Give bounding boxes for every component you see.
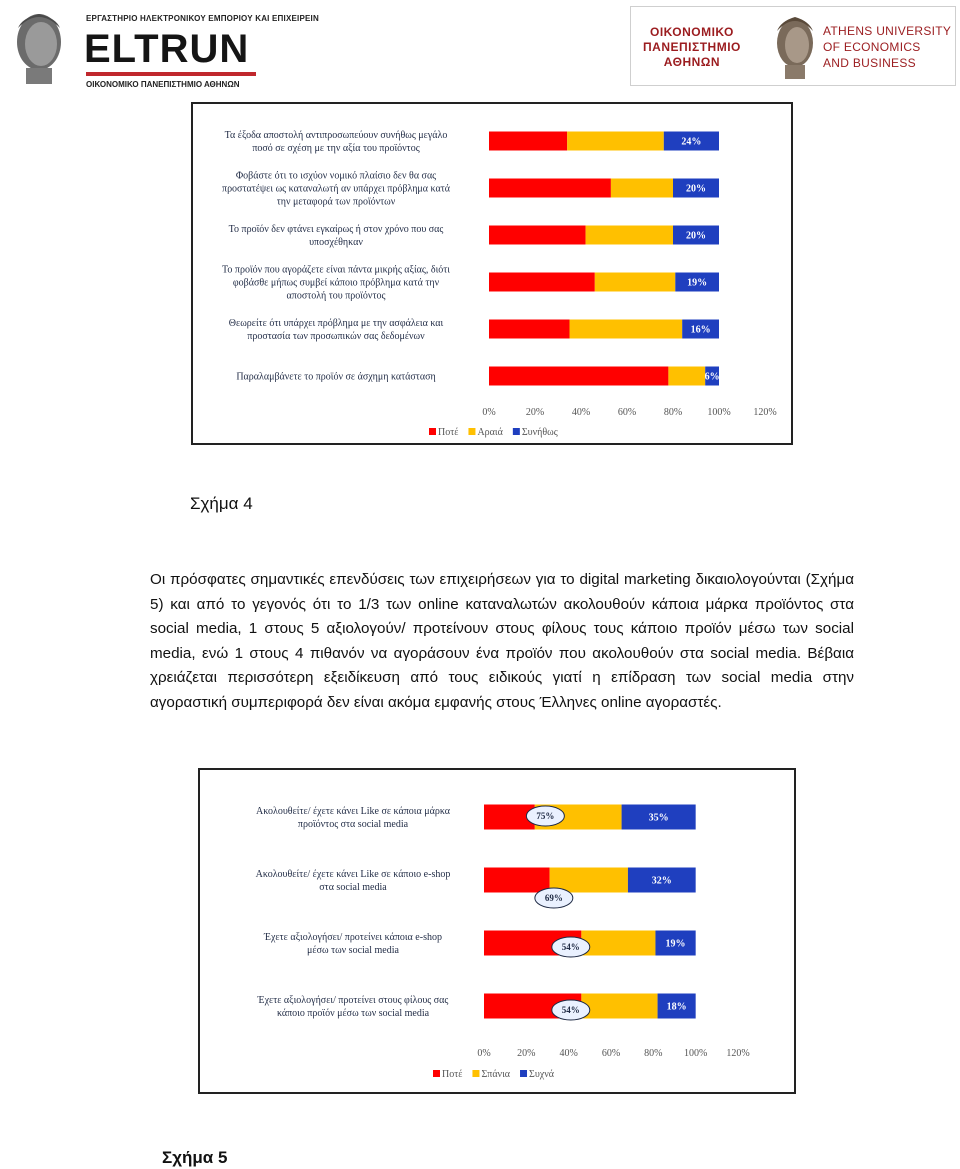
- x-tick-label: 0%: [477, 1048, 491, 1059]
- x-tick-label: 40%: [571, 407, 591, 418]
- aueb-greek-line: ΟΙΚΟΝΟΜΙΚΟ: [649, 25, 734, 39]
- bar-segment-Ποτέ: [489, 367, 668, 386]
- legend-swatch: [433, 1070, 440, 1077]
- category-label: μέσω των social media: [307, 945, 399, 956]
- data-label: 19%: [687, 277, 708, 289]
- category-label: κάποιο προϊόν μέσω των social media: [276, 1008, 430, 1019]
- x-tick-label: 120%: [726, 1048, 750, 1059]
- chart-figure-5: [198, 768, 796, 1094]
- category-label: ποσό σε σχέση με την αξία του προϊόντος: [252, 143, 420, 154]
- data-label: 20%: [686, 230, 706, 242]
- bar-segment-Σπάνια: [581, 931, 655, 956]
- data-label: 35%: [648, 812, 669, 824]
- aueb-greek-name: [643, 25, 741, 70]
- legend-label: Ποτέ: [438, 427, 459, 438]
- oval-label: 69%: [544, 893, 563, 903]
- x-tick-label: 40%: [559, 1048, 578, 1059]
- legend-label: Ποτέ: [442, 1069, 463, 1080]
- category-label: προστασία των προσωπικών σας δεδομένων: [247, 331, 425, 342]
- eltrun-logo-word: ELTRUN: [84, 27, 250, 71]
- bar-segment-Ποτέ: [489, 226, 586, 245]
- bar-segment-Αραιά: [611, 179, 673, 198]
- category-label: προϊόντος στα social media: [297, 819, 409, 830]
- bar-segment-Σπάνια: [581, 994, 657, 1019]
- category-label: στα social media: [319, 882, 387, 893]
- x-tick-label: 100%: [707, 407, 731, 418]
- chart-figure-4: [191, 102, 793, 445]
- category-label: Έχετε αξιολογήσει/ προτείνει κάποια e-shop: [264, 932, 442, 943]
- x-tick-label: 60%: [601, 1048, 621, 1059]
- bar-segment-Ποτέ: [489, 132, 567, 151]
- bar-segment-Αραιά: [668, 367, 705, 386]
- aueb-english-line: ATHENS UNIVERSITY: [823, 24, 952, 38]
- eltrun-university-name: ΟΙΚΟΝΟΜΙΚΟ ΠΑΝΕΠΙΣΤΗΜΙΟ ΑΘΗΝΩΝ: [86, 80, 240, 89]
- x-tick-label: 60%: [617, 407, 637, 418]
- bar-segment-Ποτέ: [484, 868, 550, 893]
- body-paragraph: Οι πρόσφατες σημαντικές επενδύσεις των επιχειρήσεων για το digital marketing δικαιολογούνται (Σχήμα 5) και από το γεγονός ότι το 1/3 των online καταναλωτών ακολουθούν κάποια μάρκα προϊόντος στα social media, 1 στους 5 αξιολογούν/ προτείνουν στους φίλους τους κάποιο προϊόν μέσω των social media, ενώ 1 στους 4 πιθανόν να αγοράσουν ένα προϊόν που ακολουθούν στα social media. Βέβαια χρειάζεται περισσότερη εξειδίκευση από τους ειδικούς γιατί η επίδραση των social media στην αγοραστική συμπεριφορά δεν είναι ακόμα εμφανής στους Έλληνες online αγοραστές.: [150, 571, 854, 711]
- category-label: Έχετε αξιολογήσει/ προτείνει στους φίλους σας: [257, 995, 449, 1006]
- aueb-emblem: [769, 11, 821, 81]
- category-label: φοβάσθε μήπως συμβεί κάποιο πρόβλημα κατά την: [232, 277, 440, 289]
- chart-5-svg: [200, 770, 794, 1092]
- aueb-english-name: [823, 23, 951, 71]
- legend-label: Σπάνια: [481, 1069, 511, 1080]
- category-label: προστατέψει ως καταναλωτή αν υπάρχει πρόβλημα κατά: [222, 183, 450, 195]
- legend-swatch: [520, 1070, 527, 1077]
- category-label: Θεωρείτε ότι υπάρχει πρόβλημα με την ασφάλεια και: [228, 318, 444, 329]
- data-label: 19%: [665, 938, 686, 950]
- bar-segment-Αραιά: [570, 320, 683, 339]
- data-label: 20%: [686, 183, 706, 195]
- category-label: Παραλαμβάνετε το προϊόν σε άσχημη κατάσταση: [236, 371, 436, 383]
- bar-segment-Ποτέ: [489, 273, 595, 292]
- eltrun-lab-name: ΕΡΓΑΣΤΗΡΙΟ ΗΛΕΚΤΡΟΝΙΚΟΥ ΕΜΠΟΡΙΟΥ ΚΑΙ ΕΠΙΧΕΙΡΕΙΝ: [86, 14, 319, 23]
- oval-label: 54%: [561, 1005, 580, 1015]
- figure-4-caption: Σχήμα 4: [190, 494, 253, 513]
- x-tick-label: 0%: [482, 407, 496, 418]
- legend-swatch: [513, 428, 520, 435]
- aueb-greek-line: ΠΑΝΕΠΙΣΤΗΜΙΟ: [643, 40, 741, 54]
- data-label: 18%: [666, 1001, 687, 1013]
- eltrun-logo-emblem: [6, 6, 72, 86]
- data-label: 6%: [704, 371, 720, 383]
- legend-label: Συχνά: [529, 1069, 554, 1080]
- x-tick-label: 120%: [753, 407, 777, 418]
- bar-segment-Αραιά: [567, 132, 664, 151]
- legend-swatch: [468, 428, 475, 435]
- eltrun-red-bar: [86, 72, 256, 76]
- data-label: 32%: [651, 875, 672, 887]
- x-tick-label: 80%: [663, 407, 683, 418]
- oval-label: 54%: [561, 942, 580, 952]
- x-tick-label: 20%: [517, 1048, 536, 1059]
- data-label: 16%: [690, 324, 711, 336]
- category-label: αποστολή του προϊόντος: [286, 290, 386, 302]
- legend-swatch: [429, 428, 436, 435]
- category-label: Φοβάστε ότι το ισχύον νομικό πλαίσιο δεν θα σας: [235, 170, 437, 182]
- aueb-english-line: OF ECONOMICS: [823, 40, 921, 54]
- legend-label: Συνήθως: [521, 427, 558, 438]
- bar-segment-Αραιά: [586, 226, 673, 245]
- category-label: Ακολουθείτε/ έχετε κάνει Like σε κάποιο e-shop: [255, 869, 451, 880]
- x-tick-label: 80%: [644, 1048, 663, 1059]
- category-label: Ακολουθείτε/ έχετε κάνει Like σε κάποια μάρκα: [255, 806, 451, 817]
- figure-5-caption: Σχήμα 5: [162, 1148, 228, 1167]
- category-label: Τα έξοδα αποστολή αντιπροσωπεύουν συνήθως μεγάλο: [224, 130, 448, 141]
- bar-segment-Ποτέ: [489, 179, 611, 198]
- category-label: Το προϊόν δεν φτάνει εγκαίρως ή στον χρόνο που σας: [228, 224, 444, 235]
- x-tick-label: 20%: [525, 407, 545, 418]
- aueb-english-line: AND BUSINESS: [823, 56, 916, 70]
- bar-segment-Ποτέ: [489, 320, 570, 339]
- bar-segment-Αραιά: [595, 273, 676, 292]
- category-label: Το προϊόν που αγοράζετε είναι πάντα μικρής αξίας, διότι: [222, 264, 450, 276]
- category-label: υποσχέθηκαν: [309, 237, 363, 248]
- oval-label: 75%: [536, 811, 555, 821]
- aueb-logo: [630, 6, 956, 86]
- legend-label: Αραιά: [477, 427, 503, 438]
- category-label: την μεταφορά των προϊόντων: [276, 196, 396, 208]
- chart-4-svg: [193, 104, 791, 443]
- legend-swatch: [472, 1070, 479, 1077]
- aueb-greek-line: ΑΘΗΝΩΝ: [663, 55, 721, 69]
- data-label: 24%: [681, 136, 702, 148]
- x-tick-label: 100%: [683, 1048, 708, 1059]
